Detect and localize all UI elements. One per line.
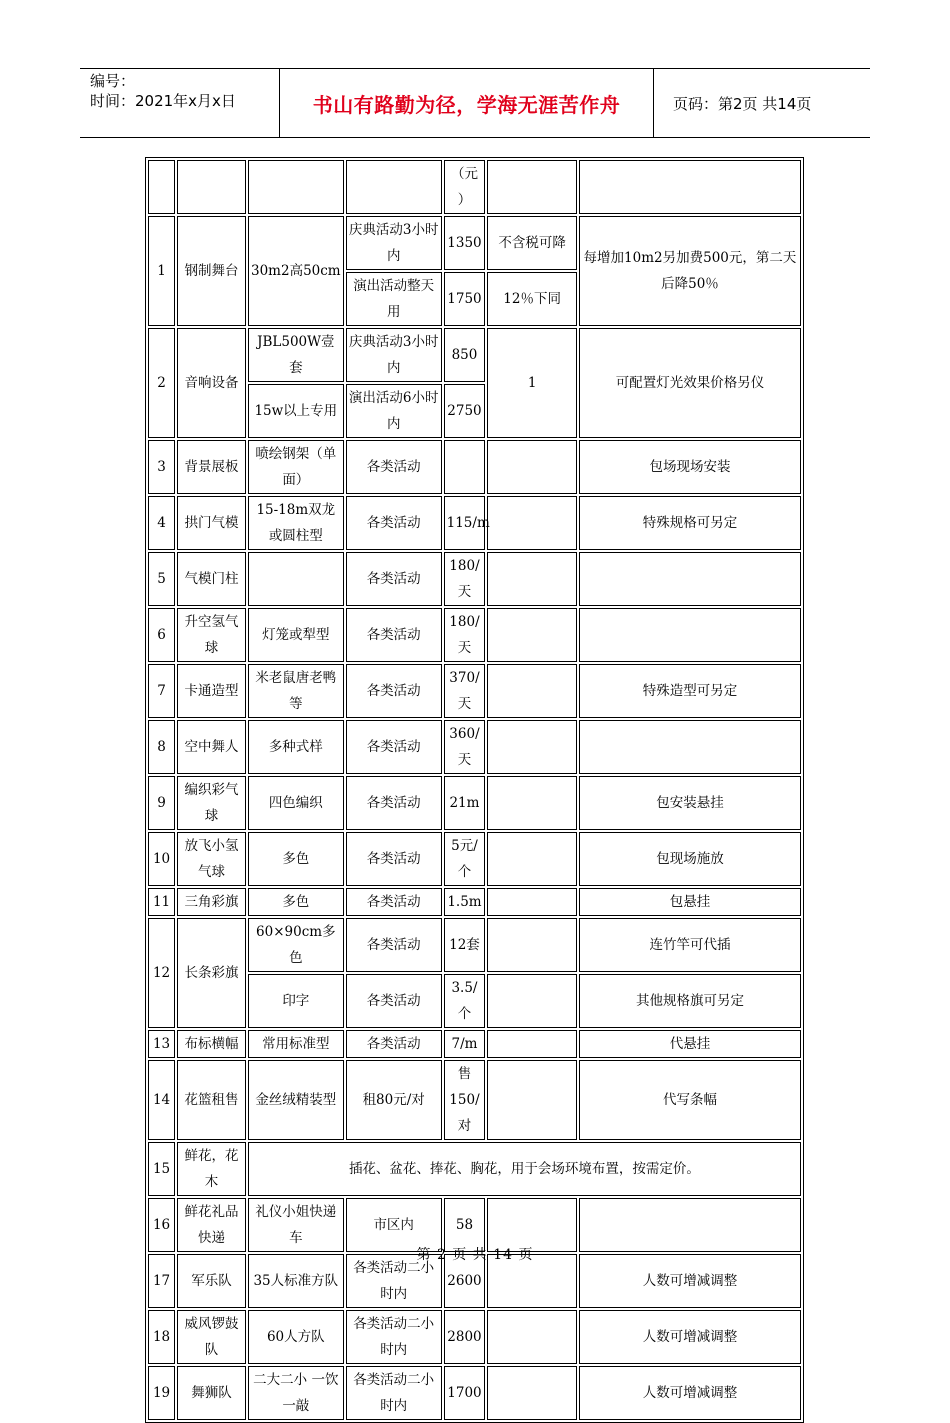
table-row <box>148 664 801 718</box>
item-note <box>487 1310 577 1364</box>
item-remark: 特殊造型可另定 <box>579 664 801 718</box>
row-no: 19 <box>148 1366 175 1420</box>
item-name: 放飞小氢气球 <box>177 832 246 886</box>
item-note <box>487 440 577 494</box>
item-price <box>444 440 486 494</box>
table-row <box>148 974 801 1028</box>
header-motto: 书山有路勤为径，学海无涯苦作舟 <box>280 69 654 137</box>
page-header <box>80 68 870 138</box>
item-spec: 60人方队 <box>248 1310 344 1364</box>
item-activity: 各类活动 <box>346 440 442 494</box>
item-name: 布标横幅 <box>177 1030 246 1058</box>
item-spec: 常用标准型 <box>248 1030 344 1058</box>
table-row <box>148 1310 801 1364</box>
item-activity: 市区内 <box>346 1198 442 1252</box>
item-name: 花篮租售 <box>177 1060 246 1140</box>
table-cell <box>148 160 175 214</box>
row-no: 11 <box>148 888 175 916</box>
item-note: 不含税可降 <box>487 216 577 270</box>
item-name: 空中舞人 <box>177 720 246 774</box>
row-no: 7 <box>148 664 175 718</box>
item-note <box>487 664 577 718</box>
table-row <box>148 720 801 774</box>
item-remark: 包悬挂 <box>579 888 801 916</box>
item-name: 编织彩气球 <box>177 776 246 830</box>
item-spec: 60×90cm多色 <box>248 918 344 972</box>
price-table <box>145 157 804 1423</box>
item-remark: 其他规格旗可另定 <box>579 974 801 1028</box>
table-cell <box>346 160 442 214</box>
item-name: 背景展板 <box>177 440 246 494</box>
table-row <box>148 776 801 830</box>
item-spec: 35人标准方队 <box>248 1254 344 1308</box>
table-row <box>148 496 801 550</box>
item-remark: 连竹竿可代插 <box>579 918 801 972</box>
item-spec: 灯笼或犁型 <box>248 608 344 662</box>
item-price: 3.5/个 <box>444 974 486 1028</box>
item-price: 7/m <box>444 1030 486 1058</box>
item-price: 1350 <box>444 216 486 270</box>
table-row <box>148 552 801 606</box>
item-note <box>487 776 577 830</box>
item-spec: 多种式样 <box>248 720 344 774</box>
item-spec: 二大二小 一饮一敲 <box>248 1366 344 1420</box>
item-activity: 各类活动 <box>346 974 442 1028</box>
row-no: 8 <box>148 720 175 774</box>
item-activity: 各类活动 <box>346 888 442 916</box>
item-price: 1.5m <box>444 888 486 916</box>
item-activity: 演出活动6小时内 <box>346 384 442 438</box>
item-spec: 喷绘钢架（单面） <box>248 440 344 494</box>
item-name: 卡通造型 <box>177 664 246 718</box>
item-spec: 15w以上专用 <box>248 384 344 438</box>
item-activity: 各类活动 <box>346 608 442 662</box>
item-activity: 各类活动 <box>346 664 442 718</box>
row-no: 9 <box>148 776 175 830</box>
item-name: 鲜花礼品快递 <box>177 1198 246 1252</box>
table-row <box>148 832 801 886</box>
item-spec: 15-18m双龙或圆柱型 <box>248 496 344 550</box>
item-name: 军乐队 <box>177 1254 246 1308</box>
item-price: 1750 <box>444 272 486 326</box>
item-remark <box>579 608 801 662</box>
price-table-wrapper <box>145 157 804 1423</box>
row-no: 10 <box>148 832 175 886</box>
document-number: 编号： <box>90 72 136 90</box>
item-note <box>487 496 577 550</box>
row-no: 17 <box>148 1254 175 1308</box>
row-no: 16 <box>148 1198 175 1252</box>
item-spec: 金丝绒精装型 <box>248 1060 344 1140</box>
item-name: 三角彩旗 <box>177 888 246 916</box>
item-remark <box>579 552 801 606</box>
item-spec: 印字 <box>248 974 344 1028</box>
merged-description: 插花、盆花、捧花、胸花，用于会场环境布置，按需定价。 <box>248 1142 801 1196</box>
item-note <box>487 974 577 1028</box>
item-spec: 米老鼠唐老鸭等 <box>248 664 344 718</box>
item-note <box>487 1030 577 1058</box>
item-name: 钢制舞台 <box>177 216 246 326</box>
item-price: 115/m <box>444 496 486 550</box>
item-note <box>487 1060 577 1140</box>
item-activity: 租80元/对 <box>346 1060 442 1140</box>
row-no: 5 <box>148 552 175 606</box>
item-price: 12套 <box>444 918 486 972</box>
item-remark: 代写条幅 <box>579 1060 801 1140</box>
item-note: 1 <box>487 328 577 438</box>
item-price: 850 <box>444 328 486 382</box>
item-spec: 四色编织 <box>248 776 344 830</box>
table-row <box>148 160 801 214</box>
item-spec: 多色 <box>248 888 344 916</box>
item-remark: 特殊规格可另定 <box>579 496 801 550</box>
item-remark: 人数可增减调整 <box>579 1366 801 1420</box>
item-remark <box>579 720 801 774</box>
table-row <box>148 918 801 972</box>
table-cell <box>248 160 344 214</box>
item-name: 舞狮队 <box>177 1366 246 1420</box>
item-activity: 各类活动二小时内 <box>346 1366 442 1420</box>
item-note <box>487 832 577 886</box>
item-price: 360/天 <box>444 720 486 774</box>
item-activity: 庆典活动3小时内 <box>346 216 442 270</box>
item-name: 鲜花，花木 <box>177 1142 246 1196</box>
item-price: 5元/个 <box>444 832 486 886</box>
item-spec: 礼仪小姐快递车 <box>248 1198 344 1252</box>
item-remark: 人数可增减调整 <box>579 1254 801 1308</box>
item-note <box>487 552 577 606</box>
item-price: 180/天 <box>444 552 486 606</box>
item-note <box>487 888 577 916</box>
document-time: 时间：2021年x月x日 <box>90 92 236 110</box>
item-remark: 每增加10m2另加费500元，第二天后降50％ <box>579 216 801 326</box>
item-note <box>487 1366 577 1420</box>
item-spec: 30m2高50cm <box>248 216 344 326</box>
table-row <box>148 888 801 916</box>
item-note <box>487 608 577 662</box>
row-no: 15 <box>148 1142 175 1196</box>
item-activity: 各类活动 <box>346 918 442 972</box>
item-activity: 各类活动 <box>346 832 442 886</box>
table-row <box>148 440 801 494</box>
table-row <box>148 328 801 382</box>
unit-header-cell: （元 ） <box>444 160 486 214</box>
item-activity: 庆典活动3小时内 <box>346 328 442 382</box>
item-name: 拱门气模 <box>177 496 246 550</box>
item-activity: 各类活动 <box>346 720 442 774</box>
item-price: 370/天 <box>444 664 486 718</box>
item-activity: 各类活动 <box>346 496 442 550</box>
table-cell <box>487 160 577 214</box>
page-footer: 第 2 页 共 14 页 <box>416 1247 534 1263</box>
item-activity: 各类活动 <box>346 1030 442 1058</box>
item-note <box>487 918 577 972</box>
item-price: 180/天 <box>444 608 486 662</box>
item-activity: 各类活动二小时内 <box>346 1310 442 1364</box>
table-cell <box>579 160 801 214</box>
item-note: 12％下同 <box>487 272 577 326</box>
table-cell <box>177 160 246 214</box>
item-activity: 各类活动二小时内 <box>346 1254 442 1308</box>
item-price: 2800 <box>444 1310 486 1364</box>
table-row <box>148 1142 801 1196</box>
item-price: 1700 <box>444 1366 486 1420</box>
item-spec: 多色 <box>248 832 344 886</box>
item-remark: 包现场施放 <box>579 832 801 886</box>
item-spec <box>248 552 344 606</box>
row-no: 1 <box>148 216 175 326</box>
table-row <box>148 608 801 662</box>
table-row <box>148 1030 801 1058</box>
item-name: 气模门柱 <box>177 552 246 606</box>
item-price: 2750 <box>444 384 486 438</box>
header-page-label <box>663 69 870 137</box>
item-activity: 各类活动 <box>346 776 442 830</box>
row-no: 18 <box>148 1310 175 1364</box>
item-name: 升空氢气球 <box>177 608 246 662</box>
item-price: 售150/对 <box>444 1060 486 1140</box>
item-name: 音响设备 <box>177 328 246 438</box>
table-row <box>148 216 801 270</box>
item-spec: JBL500W壹套 <box>248 328 344 382</box>
item-remark: 包场现场安装 <box>579 440 801 494</box>
row-no: 6 <box>148 608 175 662</box>
header-meta <box>80 69 280 137</box>
item-activity: 演出活动整天用 <box>346 272 442 326</box>
item-price: 58 <box>444 1198 486 1252</box>
page-label-text: 页码：第2页 共14页 <box>673 94 812 113</box>
item-remark: 人数可增减调整 <box>579 1310 801 1364</box>
row-no: 14 <box>148 1060 175 1140</box>
row-no: 4 <box>148 496 175 550</box>
row-no: 2 <box>148 328 175 438</box>
row-no: 3 <box>148 440 175 494</box>
item-price: 21m <box>444 776 486 830</box>
row-no: 12 <box>148 918 175 1028</box>
item-remark: 代悬挂 <box>579 1030 801 1058</box>
item-name: 长条彩旗 <box>177 918 246 1028</box>
item-remark: 包安装悬挂 <box>579 776 801 830</box>
table-row <box>148 1060 801 1140</box>
item-activity: 各类活动 <box>346 552 442 606</box>
table-row <box>148 1366 801 1420</box>
item-remark: 可配置灯光效果价格另仪 <box>579 328 801 438</box>
item-name: 威风锣鼓队 <box>177 1310 246 1364</box>
item-note <box>487 720 577 774</box>
item-price: 2600 <box>444 1254 486 1308</box>
row-no: 13 <box>148 1030 175 1058</box>
